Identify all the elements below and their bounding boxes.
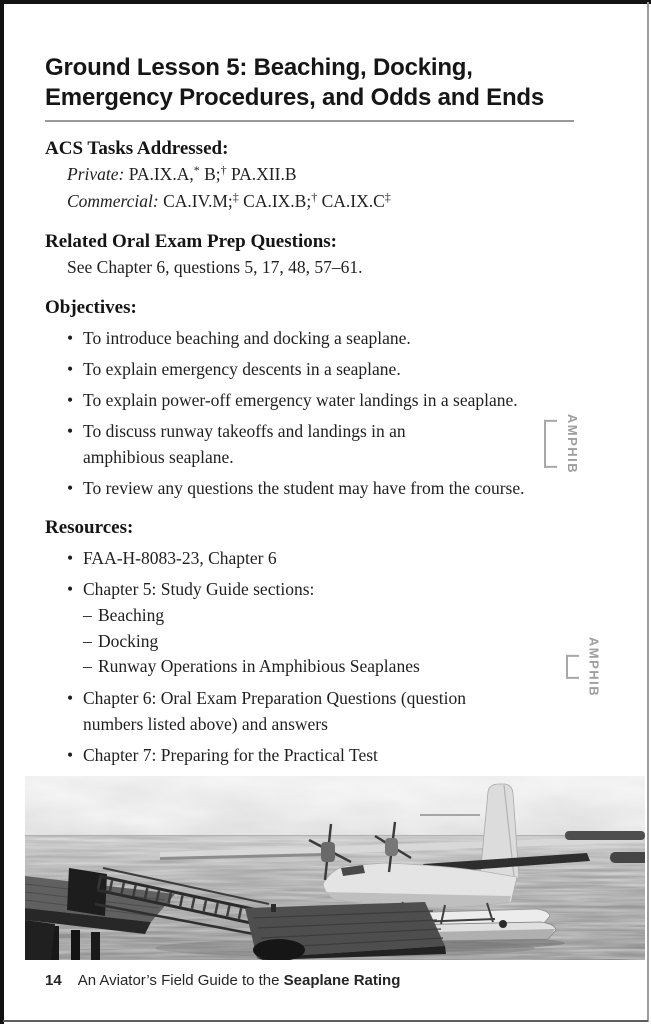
bullet-glyph: • — [67, 687, 74, 708]
title-rule — [45, 120, 574, 122]
list-item — [67, 356, 607, 382]
objective-text: To explain emergency descents in a seaplane. — [83, 359, 401, 379]
acs-code: CA.IV.M; — [163, 191, 233, 211]
bullet-glyph: • — [67, 421, 74, 441]
resources-section — [45, 516, 607, 768]
list-item — [83, 603, 607, 629]
list-item — [67, 685, 607, 737]
bullet-glyph: • — [67, 328, 74, 348]
list-item — [67, 387, 607, 413]
acs-code: B; — [199, 164, 221, 184]
scan-edge-left — [0, 0, 4, 1024]
related-questions-heading: Related Oral Exam Prep Questions: — [45, 231, 338, 252]
resource-text: FAA-H-8083-23, Chapter 6 — [83, 548, 277, 568]
book-title-prefix: An Aviator’s Field Guide to the — [77, 971, 284, 989]
resources-list-continued — [45, 685, 607, 768]
page-title-line1: Ground Lesson 5: Beaching, Docking, — [45, 54, 473, 81]
acs-footnote-mark: * — [193, 163, 200, 177]
bullet-glyph: • — [67, 744, 74, 765]
resource-text: Chapter 5: Study Guide sections: — [83, 579, 315, 599]
acs-private-line — [67, 161, 607, 188]
sky — [25, 776, 645, 838]
sub-item-text: Docking — [98, 630, 159, 651]
acs-section — [45, 137, 607, 215]
bullet-glyph: • — [67, 390, 74, 410]
objective-text: To discuss runway takeoffs and landings in an amphibious seaplane. — [83, 421, 406, 467]
floating-dock — [245, 902, 446, 960]
acs-footnote-mark: ‡ — [384, 190, 391, 204]
objective-text: To introduce beaching and docking a seaplane. — [83, 328, 411, 348]
scan-edge-top — [0, 0, 651, 4]
page-title-line2: Emergency Procedures, and Odds and Ends — [45, 84, 545, 111]
related-questions-section — [45, 230, 607, 281]
scan-edge-right — [647, 2, 649, 1022]
acs-footnote-mark: ‡ — [232, 190, 239, 204]
dash-glyph: – — [83, 605, 92, 625]
bullet-glyph: • — [67, 359, 74, 379]
acs-code: PA.XII.B — [226, 164, 297, 184]
acs-code: CA.IX.C — [317, 191, 385, 211]
list-item — [67, 475, 607, 501]
resource-text: Chapter 7: Preparing for the Practical Test — [83, 744, 378, 765]
resources-heading: Resources: — [45, 517, 134, 538]
sub-item-text: Beaching — [98, 605, 165, 625]
amphib-margin-marker — [544, 414, 585, 474]
objective-text: To explain power-off emergency water landings in a seaplane. — [83, 390, 518, 410]
page-number: 14 — [45, 971, 62, 989]
acs-footnote-mark: † — [220, 163, 227, 177]
acs-commercial-line — [67, 188, 607, 215]
bullet-glyph: • — [67, 579, 74, 599]
amphib-label: AMPHIB — [565, 413, 580, 475]
list-item — [67, 576, 607, 602]
book-title-bold: Seaplane Rating — [283, 971, 401, 989]
acs-heading: ACS Tasks Addressed: — [45, 138, 229, 159]
objectives-section — [45, 296, 607, 501]
amphib-bracket-icon — [566, 655, 579, 679]
list-item — [67, 413, 607, 475]
related-questions-text: See Chapter 6, questions 5, 17, 48, 57–61. — [67, 257, 363, 277]
acs-private-label: Private: — [67, 164, 129, 184]
acs-commercial-label: Commercial: — [67, 191, 164, 211]
objective-text: To review any questions the student may have from the course. — [83, 478, 525, 498]
list-item — [83, 629, 607, 655]
seaplane-dock-photo — [25, 776, 645, 960]
chapter5-sublist — [45, 603, 607, 697]
list-item — [67, 742, 607, 768]
page-title — [45, 53, 607, 113]
seaplane-dock-photo-svg — [25, 776, 645, 960]
amphib-bracket-icon — [544, 420, 557, 468]
dash-glyph: – — [83, 630, 92, 651]
resource-text: Chapter 6: Oral Exam Preparation Questions (question numbers listed above) and answers — [83, 687, 466, 734]
amphib-label: AMPHIB — [586, 636, 602, 697]
scan-edge-bottom — [3, 1020, 648, 1022]
page-footer — [45, 972, 607, 989]
bullet-glyph: • — [67, 478, 74, 498]
resources-list — [45, 545, 607, 602]
acs-code: PA.IX.A, — [128, 164, 194, 184]
acs-code: CA.IX.B; — [238, 191, 312, 211]
list-item — [67, 325, 607, 351]
acs-footnote-mark: † — [311, 190, 318, 204]
objectives-list — [45, 325, 607, 501]
bullet-glyph: • — [67, 548, 74, 568]
objectives-heading: Objectives: — [45, 297, 137, 318]
list-item — [67, 545, 607, 571]
dash-glyph: – — [83, 656, 92, 676]
sub-item-text: Runway Operations in Amphibious Seaplanes — [98, 656, 420, 676]
